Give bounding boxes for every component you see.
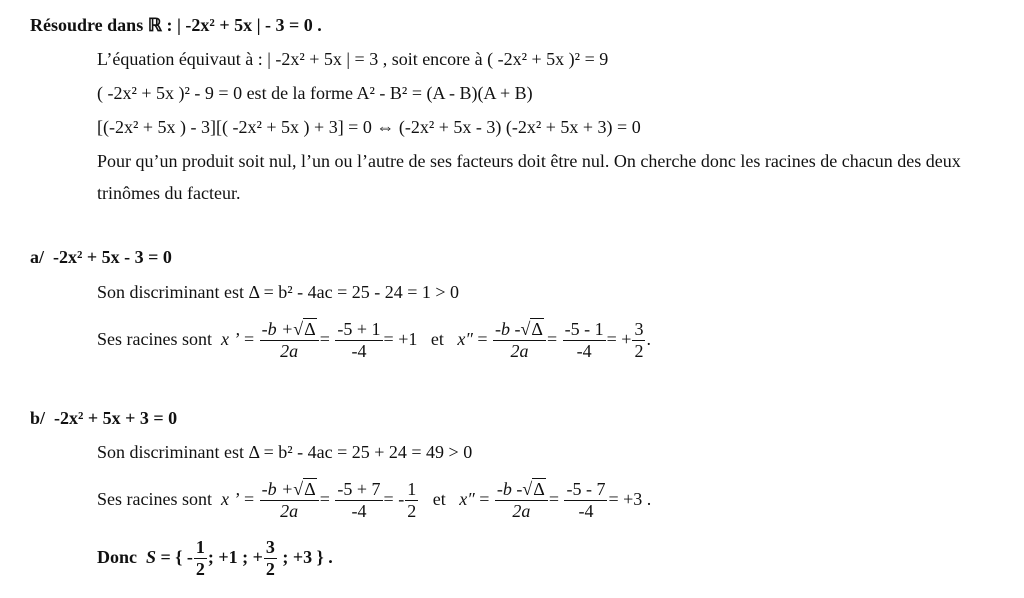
numerator: 1 (407, 479, 417, 500)
root-2-value: +3 (623, 489, 643, 509)
sqrt-symbol: √Δ (520, 319, 543, 340)
part-b-discriminant: Son discriminant est Δ = b² - 4ac = 25 + 24 = 49 > 0 (97, 442, 473, 462)
conclusion-line (97, 532, 333, 582)
fraction-formula-plus (260, 480, 319, 521)
denominator: 2 (265, 559, 275, 580)
fraction-values-1 (335, 480, 382, 521)
donc-word: Donc (97, 547, 137, 567)
part-a-equation: -2x² + 5x - 3 = 0 (53, 247, 172, 267)
fraction-values-1 (335, 320, 382, 361)
solution-3 (264, 538, 277, 579)
delta: Δ (304, 479, 316, 500)
denominator: 2 (407, 501, 417, 522)
numerator: -5 + 7 (337, 479, 381, 500)
part-b-label: b/ (30, 408, 46, 428)
x-double-prime: x″ (459, 489, 475, 509)
denominator: 2a (280, 341, 299, 362)
period: . (646, 329, 651, 349)
solution-set-symbol: S (146, 547, 157, 567)
root-2-value (632, 320, 645, 361)
numerator: 3 (634, 319, 644, 340)
period: . (646, 489, 652, 509)
equivalence-line: L’équation équivaut à : | -2x² + 5x | = 3 , soit encore à ( -2x² + 5x )² = 9 (97, 49, 609, 69)
numerator: -b + (261, 479, 294, 500)
fraction-formula-plus (260, 320, 319, 361)
part-a-discriminant: Son discriminant est Δ = b² - 4ac = 25 - 24 = 1 > 0 (97, 282, 460, 302)
root-1-value (405, 480, 418, 521)
problem-label: Résoudre dans (30, 15, 148, 35)
numerator: -5 - 1 (564, 319, 604, 340)
x-prime: x ’ (220, 489, 240, 509)
numerator: -b + (261, 319, 294, 340)
delta: Δ (531, 319, 543, 340)
sign: + (621, 329, 632, 349)
real-numbers-symbol: ℝ (147, 15, 162, 35)
problem-statement (30, 14, 322, 36)
part-b-heading (30, 407, 177, 429)
fraction-formula-minus (493, 320, 546, 361)
denominator: 2a (280, 501, 299, 522)
sign: - (186, 547, 193, 567)
sqrt-symbol: √Δ (522, 479, 545, 500)
denominator: 2a (512, 501, 531, 522)
sign: - (398, 489, 405, 509)
part-a-roots: Ses racines sont x ’ = $\frac{-b +√\Delta}{2a}$ = $\frac{-5 + 1}{-4}$ = +1 et x″ = $\frac{-b -√\Delta}{2a}$ = $\frac{-5 - 1}{-4}$ = + $\frac{3}{2}$ . (97, 319, 651, 362)
part-a-label: a/ (30, 247, 45, 267)
denominator: 2 (634, 341, 644, 362)
numerator: -b - (495, 319, 521, 340)
numerator: -5 + 1 (337, 319, 381, 340)
denominator: 2a (510, 341, 529, 362)
x-prime: x ’ (220, 329, 240, 349)
solution-1 (194, 538, 207, 579)
denominator: 2 (195, 559, 205, 580)
et-word: et (432, 489, 446, 509)
identity-line: ( -2x² + 5x )² - 9 = 0 est de la forme A² - B² = (A - B)(A + B) (97, 83, 533, 103)
denominator: -4 (576, 341, 592, 362)
explanation-line-2: trinômes du facteur. (97, 183, 241, 203)
delta: Δ (533, 479, 545, 500)
numerator: 1 (195, 537, 205, 558)
part-b-equation: -2x² + 5x + 3 = 0 (54, 408, 178, 428)
numerator: -b - (496, 479, 523, 500)
separator: ; +1 ; + (207, 547, 263, 567)
numerator: -5 - 7 (566, 479, 606, 500)
factorization-line: [(-2x² + 5x ) - 3][( -2x² + 5x ) + 3] = 0 ⇔ (-2x² + 5x - 3) (-2x² + 5x + 3) = 0 (97, 117, 641, 137)
set-open: = { (160, 547, 183, 567)
x-double-prime: x″ (457, 329, 473, 349)
explanation-line-1: Pour qu’un produit soit nul, l’un ou l’autre de ses facteurs doit être nul. On cherche donc les racines de chacun des deux (97, 151, 961, 171)
fraction-formula-minus (495, 480, 548, 521)
sqrt-symbol: √Δ (293, 479, 316, 500)
part-b-roots: Ses racines sont x ’ = $\frac{-b +√\Delta}{2a}$ = $\frac{-5 + 7}{-4}$ = - $\frac{1}{2}$ et x″ = $\frac{-b -√\Delta}{2a}$ = $\frac{-5 - 7}{-4}$ = +3 . (97, 479, 652, 522)
part-a-heading (30, 246, 172, 268)
set-close: ; +3 } . (282, 547, 333, 567)
problem-colon: : (161, 15, 173, 35)
roots-label: Ses racines sont (97, 329, 212, 349)
numerator: 3 (265, 537, 275, 558)
denominator: -4 (351, 341, 367, 362)
fraction-values-2 (564, 480, 607, 521)
denominator: -4 (578, 501, 594, 522)
denominator: -4 (351, 501, 367, 522)
roots-label: Ses racines sont (97, 489, 212, 509)
et-word: et (430, 329, 444, 349)
root-1-value: +1 (398, 329, 418, 349)
fraction-values-2 (563, 320, 606, 361)
delta: Δ (304, 319, 316, 340)
sqrt-symbol: √Δ (293, 319, 316, 340)
problem-equation: | -2x² + 5x | - 3 = 0 . (172, 15, 322, 35)
